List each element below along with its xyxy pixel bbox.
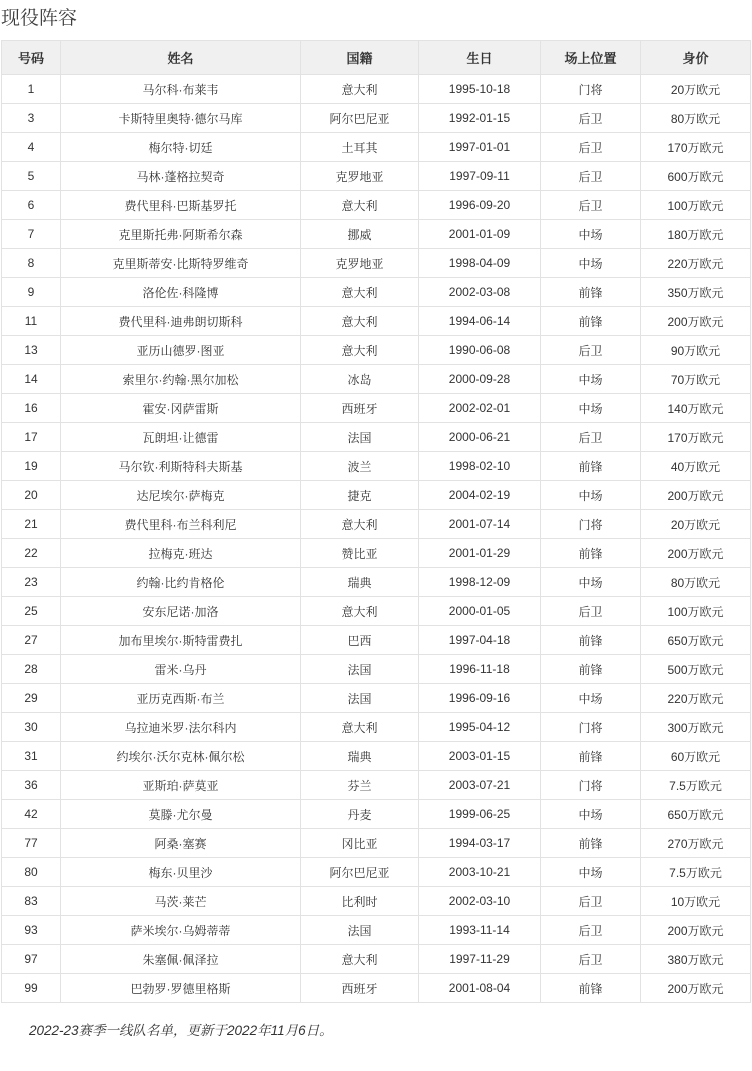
- cell-name: 卡斯特里奥特·德尔马库: [61, 104, 301, 133]
- cell-position: 前锋: [541, 974, 641, 1003]
- cell-birthday: 1995-04-12: [419, 713, 541, 742]
- cell-value: 600万欧元: [641, 162, 751, 191]
- cell-number: 11: [2, 307, 61, 336]
- cell-position: 前锋: [541, 307, 641, 336]
- cell-number: 29: [2, 684, 61, 713]
- cell-nationality: 法国: [301, 684, 419, 713]
- cell-birthday: 1992-01-15: [419, 104, 541, 133]
- cell-name: 亚斯珀·萨莫亚: [61, 771, 301, 800]
- cell-nationality: 冰岛: [301, 365, 419, 394]
- cell-value: 100万欧元: [641, 191, 751, 220]
- table-row: [2, 510, 751, 539]
- cell-name: 巴勃罗·罗德里格斯: [61, 974, 301, 1003]
- cell-name: 拉梅克·班达: [61, 539, 301, 568]
- table-row: [2, 916, 751, 945]
- cell-value: 80万欧元: [641, 568, 751, 597]
- cell-position: 中场: [541, 684, 641, 713]
- table-row: [2, 800, 751, 829]
- header-row: [2, 41, 751, 75]
- cell-position: 后卫: [541, 945, 641, 974]
- cell-position: 后卫: [541, 336, 641, 365]
- cell-number: 23: [2, 568, 61, 597]
- cell-nationality: 西班牙: [301, 974, 419, 1003]
- cell-nationality: 比利时: [301, 887, 419, 916]
- cell-number: 5: [2, 162, 61, 191]
- cell-number: 22: [2, 539, 61, 568]
- cell-value: 270万欧元: [641, 829, 751, 858]
- column-header-position: 场上位置: [541, 41, 641, 75]
- cell-nationality: 波兰: [301, 452, 419, 481]
- cell-name: 费代里科·布兰科利尼: [61, 510, 301, 539]
- cell-nationality: 巴西: [301, 626, 419, 655]
- cell-position: 中场: [541, 481, 641, 510]
- cell-birthday: 1993-11-14: [419, 916, 541, 945]
- roster-table-head: [2, 41, 751, 75]
- table-row: [2, 771, 751, 800]
- cell-number: 83: [2, 887, 61, 916]
- table-row: [2, 742, 751, 771]
- cell-nationality: 芬兰: [301, 771, 419, 800]
- cell-name: 亚历山德罗·图亚: [61, 336, 301, 365]
- table-row: [2, 655, 751, 684]
- column-header-birthday: 生日: [419, 41, 541, 75]
- cell-number: 17: [2, 423, 61, 452]
- cell-value: 350万欧元: [641, 278, 751, 307]
- cell-birthday: 1996-11-18: [419, 655, 541, 684]
- cell-nationality: 意大利: [301, 75, 419, 104]
- cell-position: 门将: [541, 75, 641, 104]
- table-row: [2, 597, 751, 626]
- cell-birthday: 1998-04-09: [419, 249, 541, 278]
- column-header-nationality: 国籍: [301, 41, 419, 75]
- cell-birthday: 2000-06-21: [419, 423, 541, 452]
- cell-nationality: 阿尔巴尼亚: [301, 858, 419, 887]
- cell-value: 20万欧元: [641, 75, 751, 104]
- cell-birthday: 2001-08-04: [419, 974, 541, 1003]
- cell-position: 后卫: [541, 887, 641, 916]
- cell-number: 20: [2, 481, 61, 510]
- cell-nationality: 法国: [301, 655, 419, 684]
- cell-value: 100万欧元: [641, 597, 751, 626]
- cell-nationality: 克罗地亚: [301, 249, 419, 278]
- cell-name: 马尔钦·利斯特科夫斯基: [61, 452, 301, 481]
- cell-value: 220万欧元: [641, 684, 751, 713]
- cell-number: 13: [2, 336, 61, 365]
- cell-number: 99: [2, 974, 61, 1003]
- cell-number: 6: [2, 191, 61, 220]
- cell-birthday: 1996-09-20: [419, 191, 541, 220]
- table-row: [2, 191, 751, 220]
- table-row: [2, 104, 751, 133]
- cell-value: 300万欧元: [641, 713, 751, 742]
- cell-position: 门将: [541, 771, 641, 800]
- cell-name: 莫滕·尤尔曼: [61, 800, 301, 829]
- cell-nationality: 挪威: [301, 220, 419, 249]
- cell-nationality: 法国: [301, 423, 419, 452]
- cell-name: 瓦朗坦·让德雷: [61, 423, 301, 452]
- cell-position: 前锋: [541, 655, 641, 684]
- cell-number: 16: [2, 394, 61, 423]
- cell-number: 8: [2, 249, 61, 278]
- column-header-name: 姓名: [61, 41, 301, 75]
- cell-value: 80万欧元: [641, 104, 751, 133]
- cell-nationality: 丹麦: [301, 800, 419, 829]
- cell-number: 30: [2, 713, 61, 742]
- cell-position: 中场: [541, 800, 641, 829]
- cell-nationality: 意大利: [301, 597, 419, 626]
- cell-name: 约翰·比约肯格伦: [61, 568, 301, 597]
- cell-birthday: 1997-09-11: [419, 162, 541, 191]
- column-header-value: 身价: [641, 41, 751, 75]
- cell-nationality: 意大利: [301, 945, 419, 974]
- cell-value: 70万欧元: [641, 365, 751, 394]
- cell-birthday: 1997-04-18: [419, 626, 541, 655]
- cell-birthday: 2003-10-21: [419, 858, 541, 887]
- table-row: [2, 452, 751, 481]
- cell-value: 90万欧元: [641, 336, 751, 365]
- cell-name: 霍安·冈萨雷斯: [61, 394, 301, 423]
- cell-position: 后卫: [541, 597, 641, 626]
- cell-name: 克里斯托弗·阿斯希尔森: [61, 220, 301, 249]
- cell-position: 后卫: [541, 916, 641, 945]
- cell-number: 25: [2, 597, 61, 626]
- cell-position: 中场: [541, 365, 641, 394]
- cell-name: 亚历克西斯·布兰: [61, 684, 301, 713]
- cell-birthday: 1997-01-01: [419, 133, 541, 162]
- cell-name: 达尼埃尔·萨梅克: [61, 481, 301, 510]
- cell-birthday: 2001-01-29: [419, 539, 541, 568]
- cell-name: 雷米·乌丹: [61, 655, 301, 684]
- cell-number: 28: [2, 655, 61, 684]
- cell-number: 97: [2, 945, 61, 974]
- table-row: [2, 974, 751, 1003]
- table-row: [2, 858, 751, 887]
- cell-position: 后卫: [541, 104, 641, 133]
- cell-value: 60万欧元: [641, 742, 751, 771]
- cell-number: 31: [2, 742, 61, 771]
- cell-value: 20万欧元: [641, 510, 751, 539]
- cell-value: 170万欧元: [641, 133, 751, 162]
- cell-name: 加布里埃尔·斯特雷费扎: [61, 626, 301, 655]
- cell-nationality: 意大利: [301, 191, 419, 220]
- cell-birthday: 2002-03-10: [419, 887, 541, 916]
- cell-nationality: 赞比亚: [301, 539, 419, 568]
- cell-value: 10万欧元: [641, 887, 751, 916]
- cell-nationality: 意大利: [301, 278, 419, 307]
- cell-birthday: 1994-03-17: [419, 829, 541, 858]
- cell-value: 200万欧元: [641, 481, 751, 510]
- cell-value: 180万欧元: [641, 220, 751, 249]
- table-row: [2, 365, 751, 394]
- cell-value: 170万欧元: [641, 423, 751, 452]
- roster-table: [1, 40, 751, 1003]
- cell-birthday: 2002-02-01: [419, 394, 541, 423]
- cell-position: 中场: [541, 249, 641, 278]
- cell-position: 后卫: [541, 133, 641, 162]
- cell-nationality: 西班牙: [301, 394, 419, 423]
- cell-number: 3: [2, 104, 61, 133]
- cell-birthday: 2000-01-05: [419, 597, 541, 626]
- cell-position: 后卫: [541, 162, 641, 191]
- table-row: [2, 945, 751, 974]
- cell-number: 42: [2, 800, 61, 829]
- table-row: [2, 394, 751, 423]
- cell-nationality: 阿尔巴尼亚: [301, 104, 419, 133]
- cell-value: 200万欧元: [641, 974, 751, 1003]
- cell-value: 650万欧元: [641, 626, 751, 655]
- update-footnote: 2022-23赛季一线队名单，更新于2022年11月6日。: [29, 1023, 333, 1038]
- cell-name: 萨米埃尔·乌姆蒂蒂: [61, 916, 301, 945]
- cell-name: 马林·蓬格拉契奇: [61, 162, 301, 191]
- cell-birthday: 1990-06-08: [419, 336, 541, 365]
- page-title: 现役阵容: [1, 8, 78, 29]
- cell-name: 克里斯蒂安·比斯特罗维奇: [61, 249, 301, 278]
- cell-name: 马尔科·布莱韦: [61, 75, 301, 104]
- table-row: [2, 423, 751, 452]
- cell-value: 380万欧元: [641, 945, 751, 974]
- table-row: [2, 829, 751, 858]
- cell-birthday: 1995-10-18: [419, 75, 541, 104]
- cell-position: 前锋: [541, 829, 641, 858]
- table-row: [2, 481, 751, 510]
- cell-number: 14: [2, 365, 61, 394]
- cell-name: 费代里科·巴斯基罗托: [61, 191, 301, 220]
- cell-birthday: 2003-07-21: [419, 771, 541, 800]
- table-row: [2, 278, 751, 307]
- cell-number: 27: [2, 626, 61, 655]
- cell-position: 门将: [541, 713, 641, 742]
- cell-position: 门将: [541, 510, 641, 539]
- cell-value: 200万欧元: [641, 539, 751, 568]
- cell-birthday: 1997-11-29: [419, 945, 541, 974]
- table-row: [2, 713, 751, 742]
- table-row: [2, 75, 751, 104]
- cell-value: 500万欧元: [641, 655, 751, 684]
- cell-nationality: 瑞典: [301, 742, 419, 771]
- cell-birthday: 1998-12-09: [419, 568, 541, 597]
- cell-nationality: 法国: [301, 916, 419, 945]
- cell-value: 7.5万欧元: [641, 858, 751, 887]
- cell-value: 200万欧元: [641, 916, 751, 945]
- table-row: [2, 568, 751, 597]
- cell-name: 梅东·贝里沙: [61, 858, 301, 887]
- roster-table-body: [2, 75, 751, 1003]
- cell-nationality: 意大利: [301, 510, 419, 539]
- cell-nationality: 意大利: [301, 713, 419, 742]
- cell-birthday: 1996-09-16: [419, 684, 541, 713]
- cell-value: 200万欧元: [641, 307, 751, 336]
- cell-birthday: 2004-02-19: [419, 481, 541, 510]
- cell-nationality: 克罗地亚: [301, 162, 419, 191]
- cell-name: 阿桑·塞赛: [61, 829, 301, 858]
- cell-name: 马茨·莱芒: [61, 887, 301, 916]
- column-header-number: 号码: [2, 41, 61, 75]
- cell-position: 前锋: [541, 742, 641, 771]
- cell-birthday: 1999-06-25: [419, 800, 541, 829]
- cell-position: 前锋: [541, 278, 641, 307]
- cell-number: 36: [2, 771, 61, 800]
- cell-value: 7.5万欧元: [641, 771, 751, 800]
- cell-nationality: 瑞典: [301, 568, 419, 597]
- cell-nationality: 土耳其: [301, 133, 419, 162]
- cell-nationality: 意大利: [301, 336, 419, 365]
- cell-value: 220万欧元: [641, 249, 751, 278]
- cell-number: 93: [2, 916, 61, 945]
- cell-position: 后卫: [541, 423, 641, 452]
- cell-birthday: 2002-03-08: [419, 278, 541, 307]
- table-row: [2, 220, 751, 249]
- cell-birthday: 1994-06-14: [419, 307, 541, 336]
- cell-number: 80: [2, 858, 61, 887]
- table-row: [2, 133, 751, 162]
- cell-birthday: 2003-01-15: [419, 742, 541, 771]
- cell-birthday: 2001-01-09: [419, 220, 541, 249]
- cell-number: 4: [2, 133, 61, 162]
- cell-name: 梅尔特·切廷: [61, 133, 301, 162]
- cell-position: 中场: [541, 568, 641, 597]
- table-row: [2, 249, 751, 278]
- cell-position: 中场: [541, 394, 641, 423]
- cell-number: 9: [2, 278, 61, 307]
- cell-birthday: 1998-02-10: [419, 452, 541, 481]
- cell-birthday: 2000-09-28: [419, 365, 541, 394]
- cell-value: 650万欧元: [641, 800, 751, 829]
- table-row: [2, 307, 751, 336]
- cell-position: 前锋: [541, 626, 641, 655]
- table-row: [2, 626, 751, 655]
- cell-name: 安东尼诺·加洛: [61, 597, 301, 626]
- cell-number: 1: [2, 75, 61, 104]
- cell-birthday: 2001-07-14: [419, 510, 541, 539]
- cell-name: 约埃尔·沃尔克林·佩尔松: [61, 742, 301, 771]
- cell-number: 21: [2, 510, 61, 539]
- cell-name: 索里尔·约翰·黑尔加松: [61, 365, 301, 394]
- cell-name: 费代里科·迪弗朗切斯科: [61, 307, 301, 336]
- table-row: [2, 887, 751, 916]
- table-row: [2, 336, 751, 365]
- cell-position: 前锋: [541, 452, 641, 481]
- cell-position: 前锋: [541, 539, 641, 568]
- cell-name: 朱塞佩·佩泽拉: [61, 945, 301, 974]
- cell-name: 乌拉迪米罗·法尔科内: [61, 713, 301, 742]
- cell-number: 19: [2, 452, 61, 481]
- cell-number: 7: [2, 220, 61, 249]
- cell-position: 中场: [541, 858, 641, 887]
- cell-position: 后卫: [541, 191, 641, 220]
- cell-nationality: 冈比亚: [301, 829, 419, 858]
- cell-value: 40万欧元: [641, 452, 751, 481]
- cell-name: 洛伦佐·科隆博: [61, 278, 301, 307]
- cell-position: 中场: [541, 220, 641, 249]
- table-row: [2, 684, 751, 713]
- cell-nationality: 意大利: [301, 307, 419, 336]
- table-row: [2, 162, 751, 191]
- cell-number: 77: [2, 829, 61, 858]
- cell-value: 140万欧元: [641, 394, 751, 423]
- cell-nationality: 捷克: [301, 481, 419, 510]
- table-row: [2, 539, 751, 568]
